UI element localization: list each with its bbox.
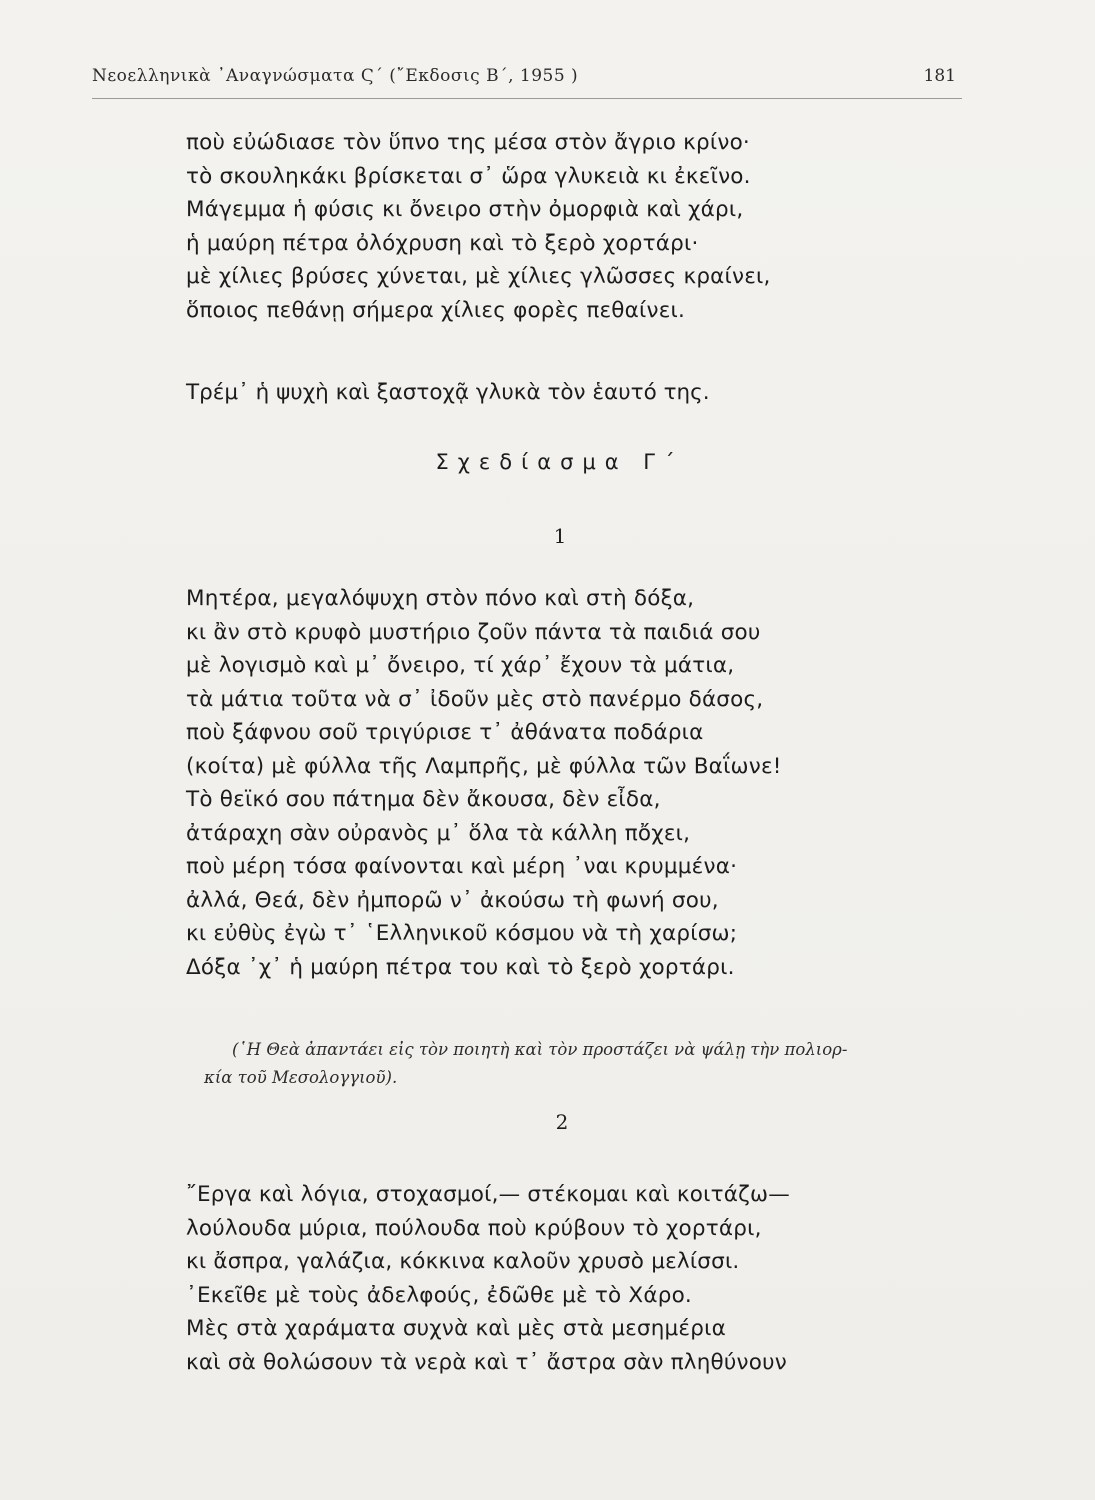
verse-line: ποὺ εὐώδιασε τὸν ὕπνο της μέσα στὸν ἄγριο κρίνο· xyxy=(186,130,750,155)
verse-line: κι ἂν στὸ κρυφὸ μυστήριο ζοῦν πάντα τὰ παιδιά σου xyxy=(186,619,761,645)
verse-line: Μάγεμμα ἡ φύσις κι ὄνειρο στὴν ὀμορφιὰ καὶ χάρι, xyxy=(186,197,744,222)
stanza-1-verse xyxy=(186,582,782,984)
section-heading: Σχεδίασμα Γ΄ xyxy=(435,450,684,474)
running-header xyxy=(92,62,962,98)
page-number: 181 xyxy=(923,66,956,86)
closing-line: Τρέμ᾿ ἡ ψυχὴ καὶ ξαστοχᾷ γλυκὰ τὸν ἑαυτό της. xyxy=(186,380,710,405)
note-line: κία τοῦ Μεσολογγιοῦ). xyxy=(204,1068,398,1087)
header-title: Νεοελληνικὰ ᾿Αναγνώσματα Ϛ΄ (῎Εκδοσις Β΄, 1955 ) xyxy=(92,66,579,86)
header-rule xyxy=(92,98,962,99)
verse-line: Μητέρα, μεγαλόψυχη στὸν πόνο καὶ στὴ δόξα, xyxy=(186,586,695,611)
verse-line: ἀλλά, Θεά, δὲν ἠμπορῶ ν᾿ ἀκούσω τὴ φωνή σου, xyxy=(186,887,719,913)
verse-line: τὸ σκουληκάκι βρίσκεται σ᾿ ὥρα γλυκειὰ κι ἐκεῖνο. xyxy=(186,163,751,189)
opening-verse xyxy=(186,126,771,327)
verse-line: τὰ μάτια τοῦτα νὰ σ᾿ ἰδοῦν μὲς στὸ πανέρμο δάσος, xyxy=(186,686,764,712)
stanza-number-1: 1 xyxy=(553,524,567,548)
verse-line: κι εὐθὺς ἐγὼ τ᾿ ῾Ελληνικοῦ κόσμου νὰ τὴ χαρίσω; xyxy=(186,921,738,946)
verse-line: ὅποιος πεθάνῃ σήμερα χίλιες φορὲς πεθαίνει. xyxy=(186,297,686,323)
verse-line: Μὲς στὰ χαράματα συχνὰ καὶ μὲς στὰ μεσημέρια xyxy=(186,1316,726,1341)
stanza-2-verse xyxy=(186,1178,790,1379)
note-line: (῾Η Θεὰ ἀπαντάει εἰς τὸν ποιητὴ καὶ τὸν προστάζει νὰ ψάλῃ τὴν πολιορ- xyxy=(232,1040,848,1059)
verse-line: μὲ χίλιες βρύσες χύνεται, μὲ χίλιες γλῶσσες κραίνει, xyxy=(186,264,771,289)
verse-line: Τὸ θεϊκό σου πάτημα δὲν ἄκουσα, δὲν εἶδα, xyxy=(186,787,661,812)
editorial-note xyxy=(200,1036,1000,1092)
verse-line: ἡ μαύρη πέτρα ὀλόχρυση καὶ τὸ ξερὸ χορτάρι· xyxy=(186,230,699,256)
verse-line: (κοίτα) μὲ φύλλα τῆς Λαμπρῆς, μὲ φύλλα τῶν Βαΐωνε! xyxy=(186,753,782,779)
verse-line: Δόξα ᾿χ᾿ ἡ μαύρη πέτρα του καὶ τὸ ξερὸ χορτάρι. xyxy=(186,954,735,980)
verse-line: λούλουδα μύρια, πούλουδα ποὺ κρύβουν τὸ χορτάρι, xyxy=(186,1215,762,1241)
verse-line: ποὺ μέρη τόσα φαίνονται καὶ μέρη ᾿ναι κρυμμένα· xyxy=(186,854,738,879)
verse-line: ᾿Εκεῖθε μὲ τοὺς ἀδελφούς, ἐδῶθε μὲ τὸ Χάρο. xyxy=(186,1282,692,1308)
verse-line: ῎Εργα καὶ λόγια, στοχασμοί,— στέκομαι καὶ κοιτάζω— xyxy=(186,1182,790,1207)
verse-line: ποὺ ξάφνου σοῦ τριγύρισε τ᾿ ἀθάνατα ποδάρια xyxy=(186,720,704,745)
verse-line: ἀτάραχη σὰν οὐρανὸς μ᾿ ὅλα τὰ κάλλη πὄχει, xyxy=(186,820,691,846)
verse-line: κι ἄσπρα, γαλάζια, κόκκινα καλοῦν χρυσὸ μελίσσι. xyxy=(186,1249,740,1274)
verse-line: καὶ σὰ θολώσουν τὰ νερὰ καὶ τ᾿ ἄστρα σὰν πληθύνουν xyxy=(186,1349,787,1375)
verse-line: μὲ λογισμὸ καὶ μ᾿ ὄνειρο, τί χάρ᾿ ἔχουν τὰ μάτια, xyxy=(186,653,735,678)
stanza-number-2: 2 xyxy=(555,1110,569,1134)
